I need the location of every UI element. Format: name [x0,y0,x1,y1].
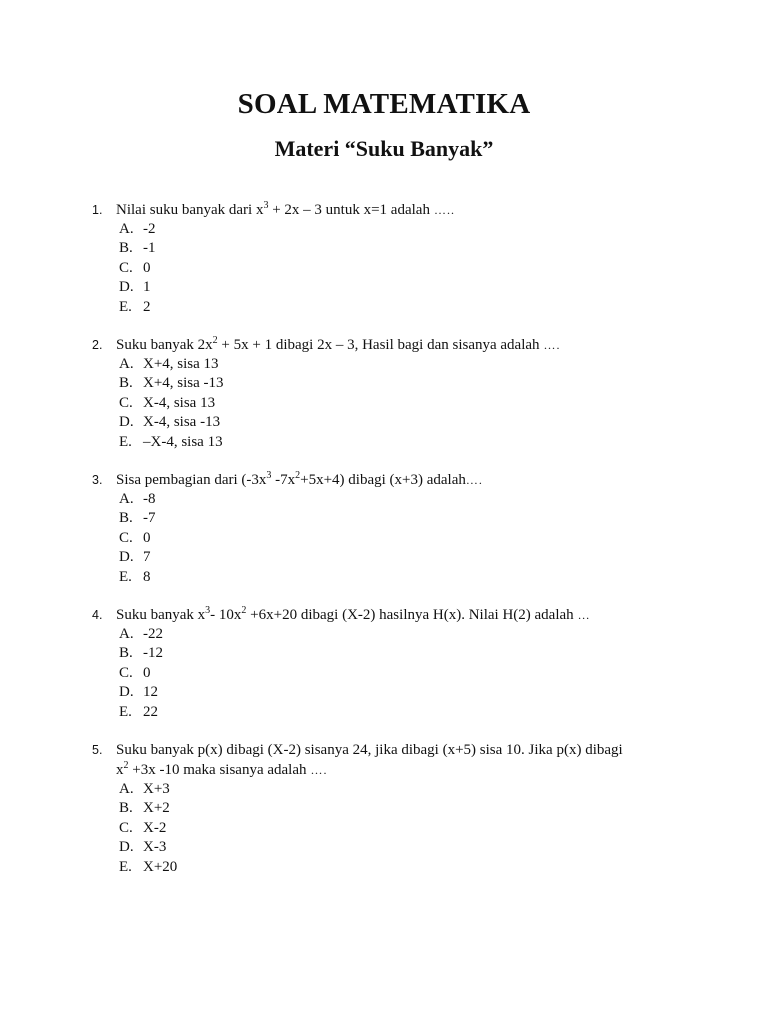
option-c: C. 0 [119,259,151,276]
question-text: Nilai suku banyak dari $x^3 + 2x - 3$ untuk x=1 adalah ….. [116,200,455,218]
question-number: 5. [92,743,103,757]
question-text: Suku banyak p(x) dibagi (X-2) sisanya 24, jika dibagi (x+5) sisa 10. Jika p(x) dibagi [116,742,623,758]
option-d: D. 7 [119,549,151,566]
option-e: E. 22 [119,703,158,720]
option-e: E. 8 [119,568,151,585]
option-c: C. 0 [119,664,151,681]
option-c: C. X-2 [119,819,167,836]
option-d: D. 1 [119,279,151,296]
option-a: A. X+4, sisa 13 [119,356,219,372]
question-1 [92,200,692,317]
question-stem-continuation [92,760,692,780]
question-number: 1. [92,203,103,217]
option-e: E. –X-4, sisa 13 [119,433,223,450]
question-stem [92,335,692,355]
option-d: D. X-3 [119,839,167,856]
option-d: D. 12 [119,684,158,701]
question-stem [92,605,692,625]
question-5 [92,740,692,877]
question-4 [92,605,692,722]
question-number: 2. [92,338,103,352]
option-b: B. X+4, sisa -13 [119,375,224,392]
option-d: D. X-4, sisa -13 [119,414,221,431]
question-2 [92,335,692,452]
option-a: A. -2 [119,221,156,237]
question-stem [92,470,692,490]
option-b: B. X+2 [119,800,170,817]
option-a: A. -22 [119,626,163,642]
option-b: B. -1 [119,240,156,257]
document-subtitle: Materi “Suku Banyak” [274,136,494,161]
option-c: C. 0 [119,529,151,546]
option-a: A. -8 [119,491,156,507]
question-3 [92,470,692,587]
option-a: A. X+3 [119,781,170,797]
option-c: C. X-4, sisa 13 [119,394,216,411]
question-text: Suku banyak $2x^2 + 5x + 1$ dibagi 2x – 3, Hasil bagi dan sisanya adalah …. [116,335,561,353]
option-e: E. 2 [119,298,151,315]
question-stem [92,200,692,220]
question-text: Sisa pembagian dari ($-3x^3$ $-7x^2+5x+4$) dibagi (x+3) adalah…. [116,470,483,488]
question-stem [92,740,692,760]
option-b: B. -7 [119,510,156,527]
option-b: B. -12 [119,645,163,662]
question-number: 3. [92,473,103,487]
option-e: E. X+20 [119,858,178,875]
document-title: SOAL MATEMATIKA [237,88,531,120]
question-text: Suku banyak $x^3-$ $10x^2 +6x+20$ dibagi (X-2) hasilnya H(x). Nilai H(2) adalah … [116,605,591,623]
question-text: $x^2 +3x$ -10 maka sisanya adalah …. [116,760,328,778]
question-number: 4. [92,608,103,622]
